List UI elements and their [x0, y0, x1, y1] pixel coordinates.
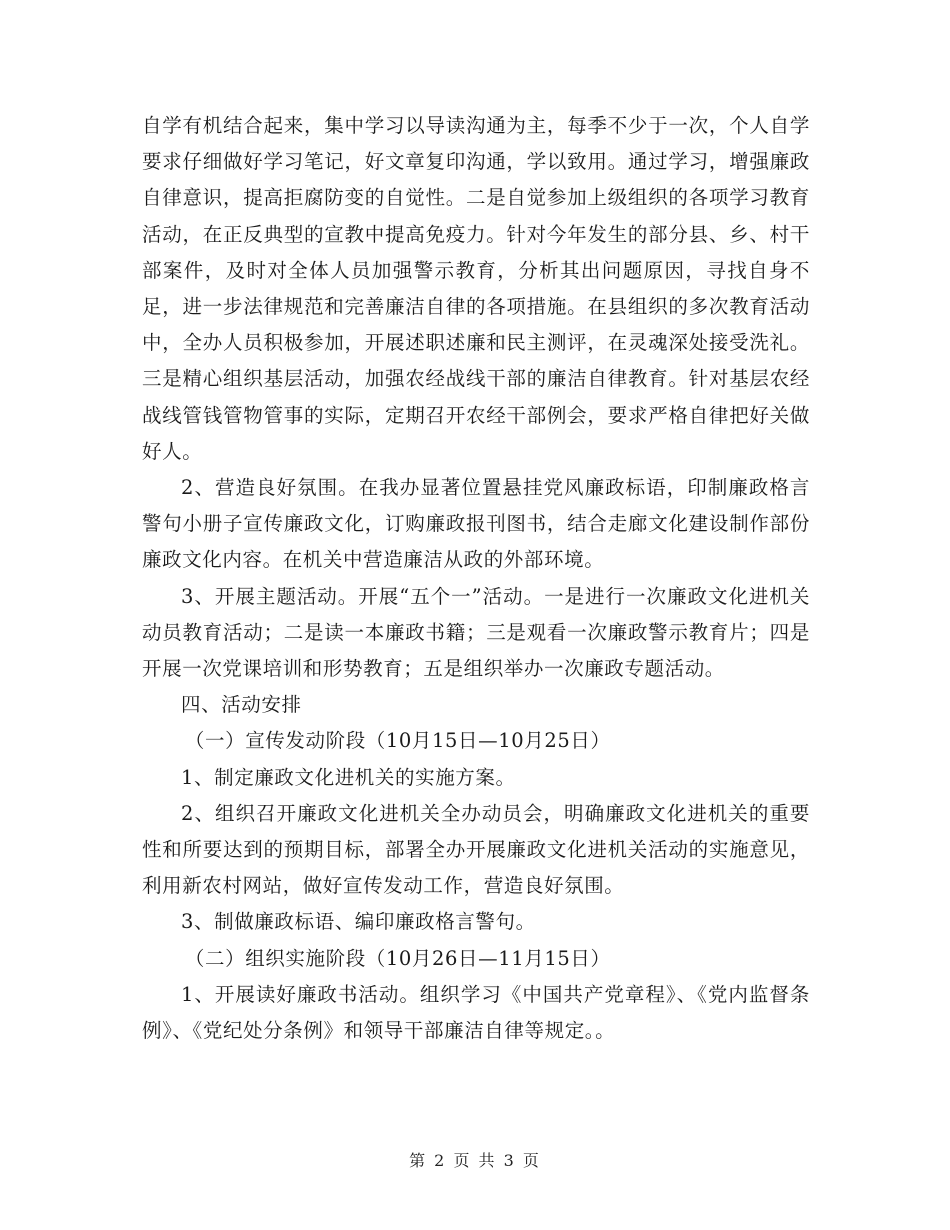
- list-item-slogans: 3、制做廉政标语、编印廉政格言警句。: [181, 910, 536, 934]
- subsection-heading-mobilization: （一）宣传发动阶段（10月15日—10月25日）: [184, 729, 611, 753]
- subsection-heading-implementation: （二）组织实施阶段（10月26日—11月15日）: [184, 946, 611, 970]
- list-item-plan: 1、制定廉政文化进机关的实施方案。: [181, 765, 516, 789]
- list-item-reading: 1、开展读好廉政书活动。组织学习《中国共产党章程》、《党内监督条例》、《党纪处分条例》和领导干部廉洁自律等规定。。: [142, 982, 810, 1043]
- paragraph-atmosphere: 2、营造良好氛围。在我办显著位置悬挂党风廉政标语，印制廉政格言警句小册子宣传廉政文化，订购廉政报刊图书，结合走廊文化建设制作部份廉政文化内容。在机关中营造廉洁从政的外部环境。: [142, 476, 810, 572]
- document-body: [142, 108, 810, 1049]
- paragraph-theme-activities: 3、开展主题活动。开展“五个一”活动。一是进行一次廉政文化进机关动员教育活动；二是读一本廉政书籍；三是观看一次廉政警示教育片；四是开展一次党课培训和形势教育；五是组织举办一次廉政专题活动。: [142, 584, 810, 681]
- page-number-footer: 第 2 页 共 3 页: [409, 1151, 541, 1170]
- list-item-mobilization-meeting: 2、组织召开廉政文化进机关全办动员会，明确廉政文化进机关的重要性和所要达到的预期目标，部署全办开展廉政文化进机关活动的实施意见，利用新农村网站，做好宣传发动工作，营造良好氛围。: [142, 801, 810, 898]
- section-heading-activity-schedule: 四、活动安排: [181, 693, 302, 717]
- paragraph-continuation: 自学有机结合起来，集中学习以导读沟通为主，每季不少于一次，个人自学要求仔细做好学习笔记，好文章复印沟通，学以致用。通过学习，增强廉政自律意识，提高拒腐防变的自觉性。二是自觉参加上级组织的各项学习教育活动，在正反典型的宣教中提高免疫力。针对今年发生的部分县、乡、村干部案件，及时对全体人员加强警示教育，分析其出问题原因，寻找自身不足，进一步法律规范和完善廉洁自律的各项措施。在县组织的多次教育活动中，全办人员积极参加，开展述职述廉和民主测评，在灵魂深处接受洗礼。三是精心组织基层活动，加强农经战线干部的廉洁自律教育。针对基层农经战线管钱管物管事的实际，定期召开农经干部例会，要求严格自律把好关做好人。: [142, 114, 810, 463]
